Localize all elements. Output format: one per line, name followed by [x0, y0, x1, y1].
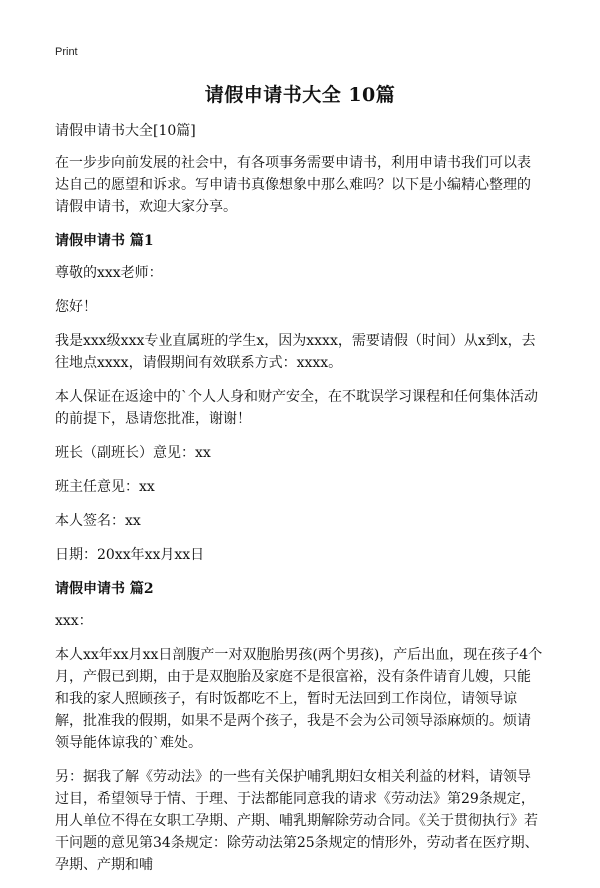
signature-line: 本人签名：xx [55, 513, 141, 529]
document-subtitle: 请假申请书大全[10篇] [55, 123, 196, 139]
body-paragraph: 另：据我了解《劳动法》的一些有关保护哺乳期妇女相关利益的材料，请领导过目，希望领导于情、于理、于法都能同意我的请求《劳动法》第29条规定，用人单位不得在女职工孕期、产期、哺乳期解除劳动合同。《关于贯彻执行》若干问题的意见第34条规定：除劳动法第25条规定的情形外，劳动者在医疗期、孕期、产期和哺 [55, 769, 539, 873]
body-paragraph: 本人保证在返途中的`个人人身和财产安全，在不耽误学习课程和任何集体活动的前提下，恳请您批准，谢谢！ [55, 389, 538, 427]
teacher-opinion: 班主任意见：xx [55, 479, 155, 495]
greeting: 您好！ [55, 299, 97, 315]
salutation: 尊敬的xxx老师： [55, 265, 163, 281]
monitor-opinion: 班长（副班长）意见：xx [55, 445, 211, 461]
salutation: xxx： [55, 613, 93, 629]
body-paragraph: 我是xxx级xxx专业直属班的学生x，因为xxxx，需要请假（时间）从x到x，去往地点xxxx，请假期间有效联系方式：xxxx。 [55, 333, 536, 371]
body-paragraph: 本人xx年xx月xx日剖腹产一对双胞胎男孩(两个男孩)，产后出血，现在孩子4个月，产假已到期，由于是双胞胎及家庭不是很富裕，没有条件请育儿嫂，只能和我的家人照顾孩子，有时饭都吃不上，暂时无法回到工作岗位，请领导谅解，批准我的假期，如果不是两个孩子，我是不会为公司领导添麻烦的。烦请领导能体谅我的`难处。 [55, 647, 543, 751]
document-body [55, 120, 544, 888]
section-heading: 请假申请书 篇1 [55, 233, 154, 249]
intro-paragraph: 在一步步向前发展的社会中，有各项事务需要申请书，利用申请书我们可以表达自己的愿望和诉求。写申请书真像想象中那么难吗？以下是小编精心整理的请假申请书，欢迎大家分享。 [55, 155, 531, 215]
print-label[interactable]: Print [55, 46, 78, 58]
section-heading: 请假申请书 篇2 [55, 581, 154, 597]
date-line: 日期：20xx年xx月xx日 [55, 547, 205, 563]
document-title: 请假申请书大全 10篇 [204, 84, 396, 106]
